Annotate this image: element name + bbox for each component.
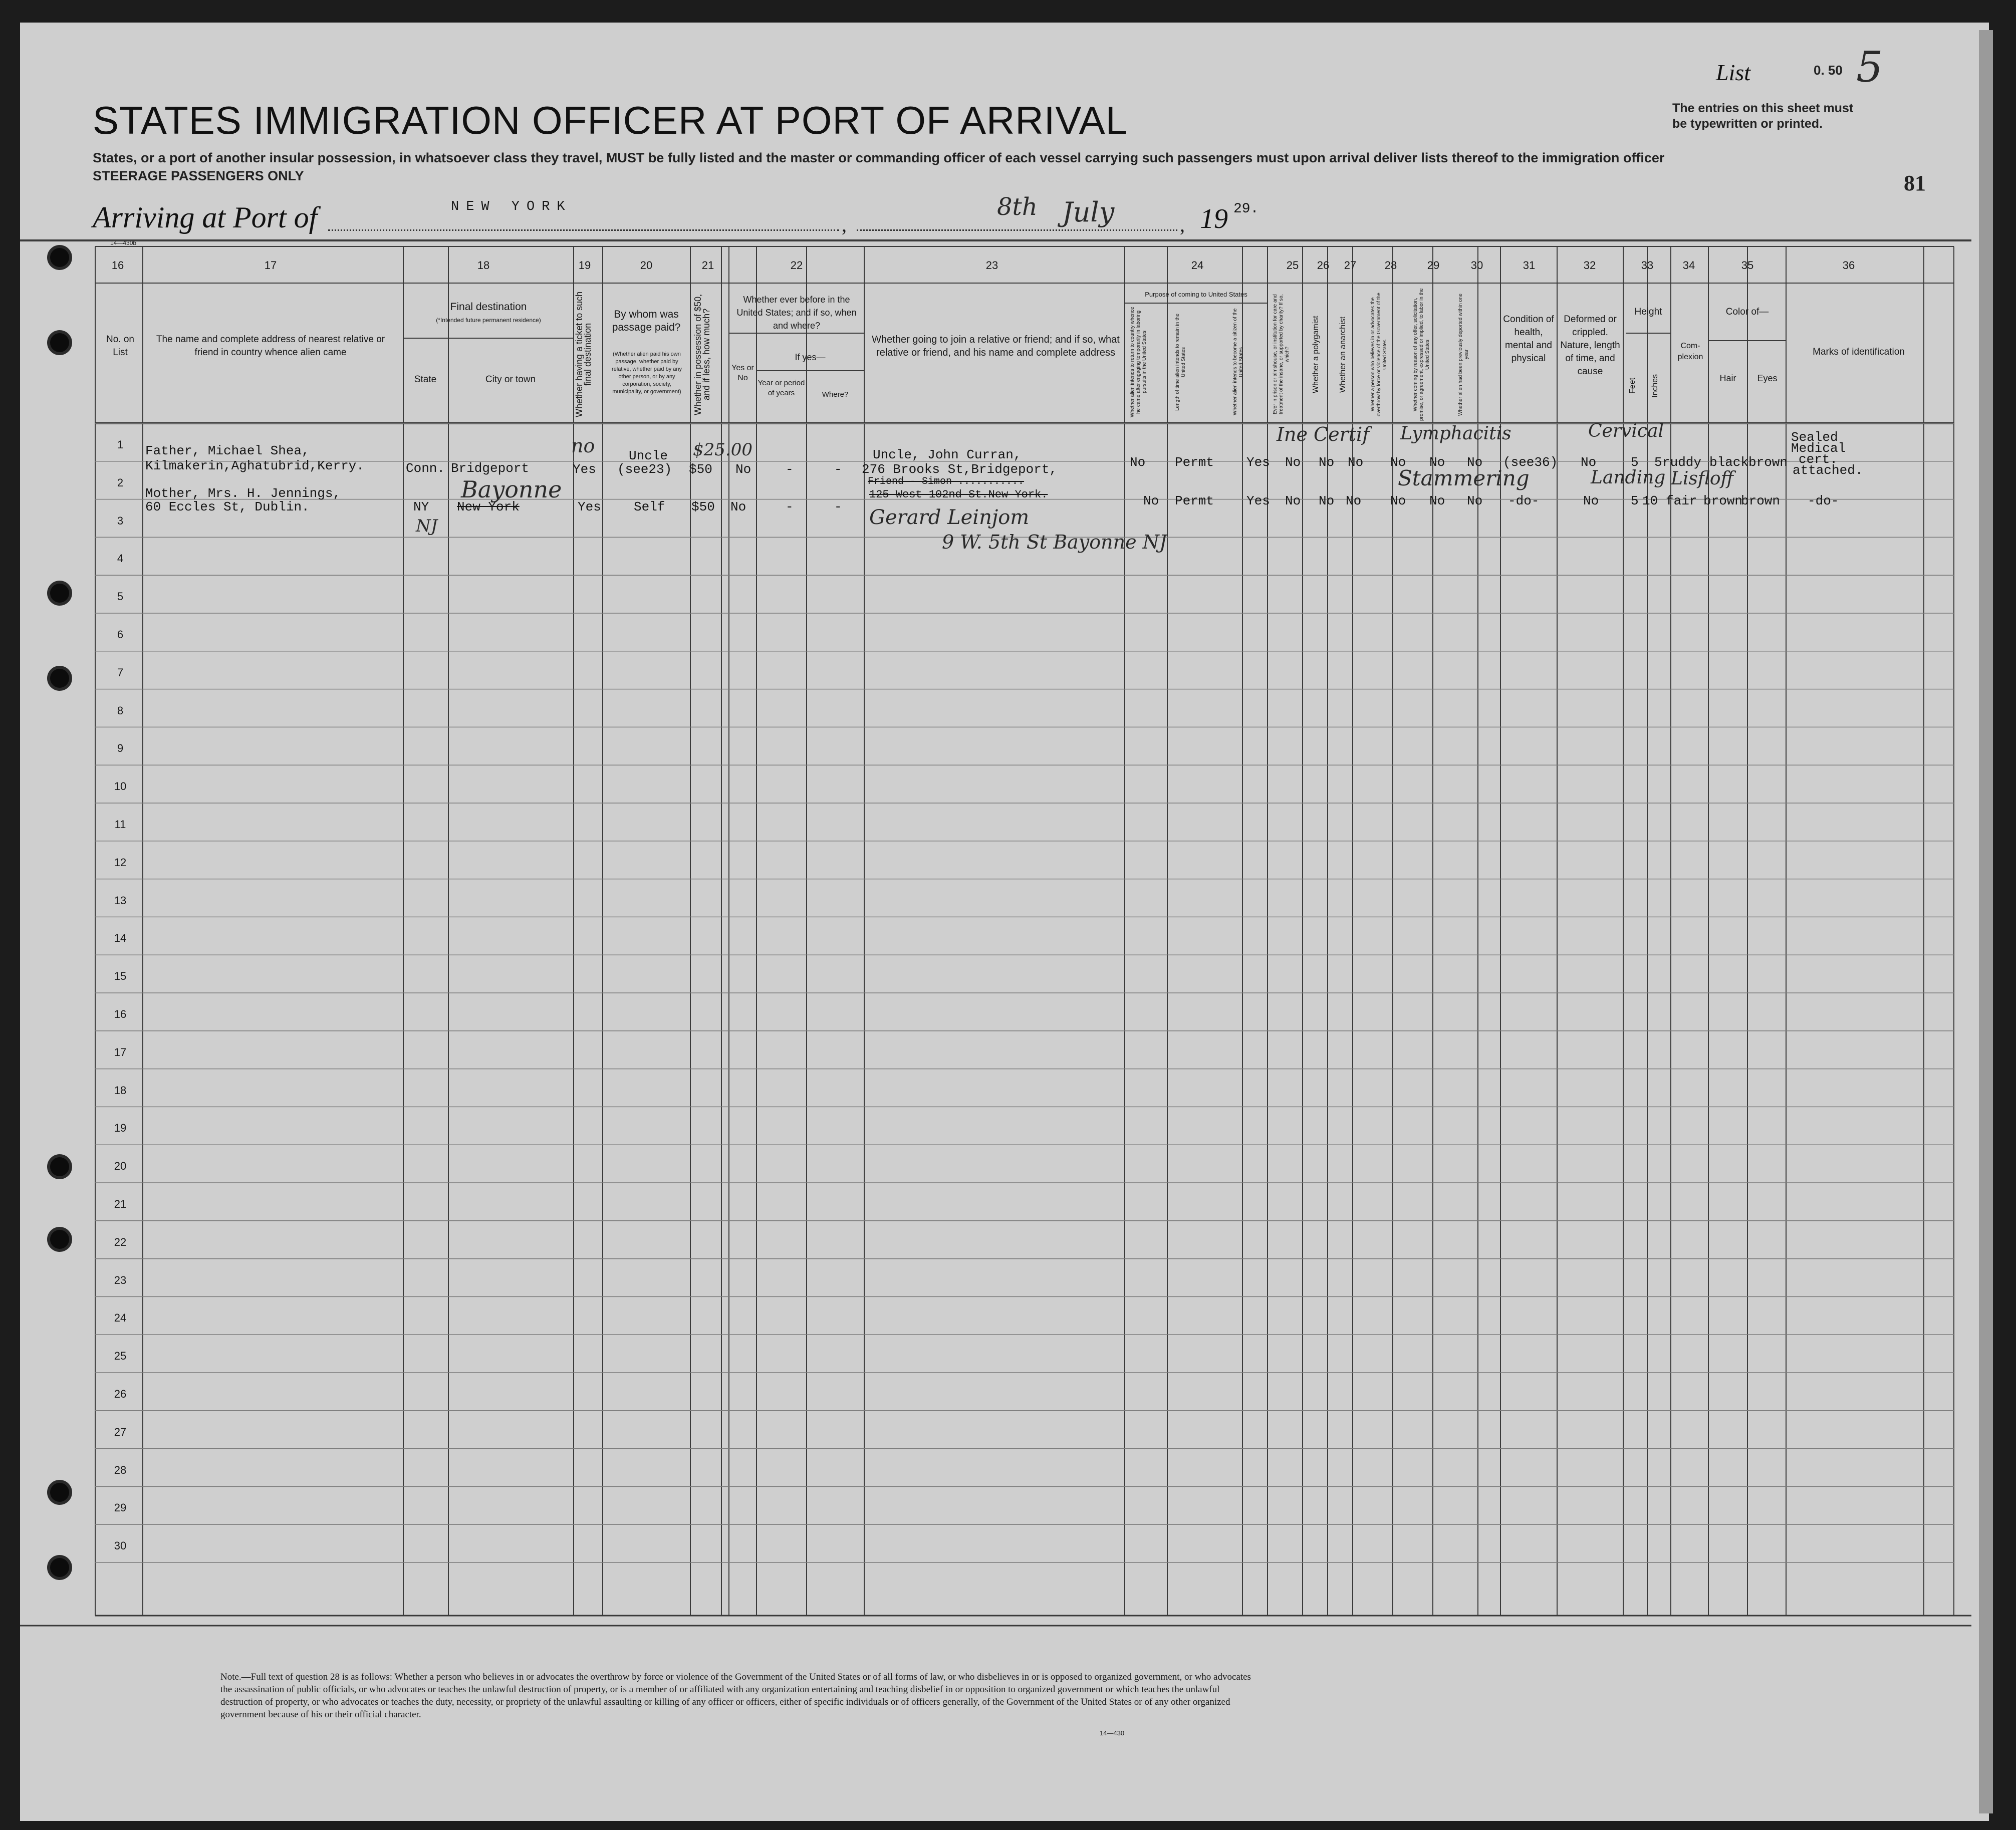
row2-money: $50: [691, 499, 715, 514]
hand-row2-deformed: Landing: [1591, 467, 1666, 488]
row2-ticket: Yes: [578, 499, 601, 514]
row2-join-line1: Friend - Simon ...........: [868, 476, 1025, 487]
row1-money: $50: [689, 462, 712, 477]
row1-offer: No: [1429, 455, 1445, 470]
row-number: 3: [117, 514, 124, 527]
row1-prison: No: [1285, 455, 1301, 470]
row1-relative-line1: Father, Michael Shea,: [145, 443, 310, 458]
header-no-on-list: No. on List: [106, 334, 134, 358]
row2-relative-line2: 60 Eccles St, Dublin.: [145, 499, 310, 514]
header-city: City or town: [485, 374, 536, 385]
row1-ticket: Yes: [573, 462, 596, 477]
header-prison: Ever in prison or almshouse, or institution for care and treatment of the insane, or supported by charity? If so, which?: [1273, 294, 1290, 415]
row2-prison: No: [1285, 493, 1301, 508]
row2-city: New York: [457, 499, 520, 514]
row-number: 8: [117, 704, 124, 717]
row-number: 9: [117, 742, 124, 755]
row2-deported: No: [1467, 493, 1483, 508]
row-number: 18: [114, 1084, 127, 1097]
row1-inches: 5: [1654, 455, 1662, 470]
col-number: 35: [1741, 259, 1754, 272]
header-height: Height: [1634, 307, 1662, 317]
row-number: 19: [114, 1122, 127, 1135]
header-nearest-relative: The name and complete address of nearest relative or friend in country whence alien came: [156, 334, 385, 358]
row-number: 16: [114, 1007, 127, 1020]
header-hair: Hair: [1719, 373, 1736, 383]
hand-row2-condition: Stammering: [1398, 466, 1530, 490]
col-number: 17: [264, 259, 277, 272]
row-number: 6: [117, 628, 124, 641]
col-number: 30: [1470, 259, 1483, 272]
col-number: 21: [701, 259, 714, 272]
row-number: 14: [114, 932, 127, 945]
header-where: Where?: [822, 390, 849, 399]
hand-row2-state: NJ: [416, 516, 438, 536]
hand-row2-complexion: Lisfloff: [1671, 468, 1734, 489]
row2-offer: No: [1429, 493, 1445, 508]
no-on-list-side: [100, 1538, 140, 1551]
header-inches: Inches: [1651, 374, 1659, 398]
col-number: 20: [640, 259, 653, 272]
col-number: 26: [1317, 259, 1330, 272]
row2-where: -: [834, 499, 842, 514]
row-number: 22: [114, 1235, 127, 1248]
list-number-typed: 0. 50: [1814, 63, 1843, 78]
row1-city: Bridgeport: [451, 461, 530, 476]
row-number: 12: [114, 856, 127, 869]
row2-purpose-b: Permt: [1175, 493, 1214, 508]
hand-row2-city: Bayonne: [461, 476, 562, 503]
col-number: 18: [477, 259, 490, 272]
header-marks: Marks of identification: [1813, 347, 1905, 357]
row-number: 10: [114, 780, 127, 793]
row2-complexion: fair: [1666, 493, 1697, 508]
date-day: 8th: [997, 193, 1038, 221]
row-number: 7: [117, 666, 124, 679]
header-deformed: Deformed or crippled. Nature, length of time, and cause: [1560, 314, 1620, 377]
row2-feet: 5: [1631, 493, 1639, 508]
form-code: 14—430b: [110, 239, 137, 246]
col-number: 33: [1641, 259, 1654, 272]
row1-condition: (see36): [1503, 455, 1558, 470]
row-number: 25: [114, 1350, 127, 1363]
row1-passage-line2: (see23): [617, 462, 672, 477]
row2-anarchist: No: [1346, 493, 1362, 508]
row1-hair: black: [1709, 455, 1749, 470]
row-number: 2: [117, 476, 124, 489]
col-number: 25: [1286, 259, 1299, 272]
row2-inches: 10: [1642, 493, 1658, 508]
header-possession: Whether in possession of $50, and if less, how much?: [693, 294, 711, 415]
row-number: 4: [117, 552, 124, 565]
header-final-destination: Final destination: [450, 301, 527, 313]
row2-passage: Self: [634, 499, 665, 514]
hand-join-line2: 9 W. 5th St Bayonne NJ: [942, 531, 1167, 553]
row1-marks-3: cert.: [1799, 452, 1838, 467]
row2-period: -: [786, 499, 794, 514]
row1-period: -: [786, 462, 794, 477]
row2-overthrow: No: [1390, 493, 1406, 508]
row2-polygamist: No: [1319, 493, 1335, 508]
row-number: 30: [114, 1539, 127, 1552]
row1-state: Conn.: [406, 461, 445, 476]
hand-row1-prison: Ine Certif: [1277, 423, 1370, 445]
header-condition: Condition of health, mental and physical: [1503, 314, 1554, 364]
row1-ticket-hand: no: [571, 435, 595, 457]
row1-anarchist: No: [1348, 455, 1364, 470]
year-suffix: 29.: [1233, 201, 1259, 217]
header-passage-paid: By whom was passage paid?: [612, 309, 681, 333]
instruction-line-2: STEERAGE PASSENGERS ONLY: [93, 168, 304, 183]
row1-marks-1: Sealed: [1791, 430, 1838, 445]
row1-feet: 5: [1631, 455, 1639, 470]
typewritten-note-2: be typewritten or printed.: [1672, 117, 1823, 131]
header-before-us: Whether ever before in the United States; and if so, when and where?: [736, 295, 857, 331]
col-number: 27: [1344, 259, 1357, 272]
instruction-line-1: States, or a port of another insular possession, in whatsoever class they travel, MUST be fully listed and the master or commanding officer of each vessel carrying such passengers must upon arrival deliver lists thereof to the immigration officer: [93, 150, 1665, 165]
row-number: 23: [114, 1273, 127, 1286]
header-period: Year or period of years: [758, 379, 805, 397]
row2-state: NY: [413, 499, 429, 514]
typewritten-note-1: The entries on this sheet must: [1672, 101, 1854, 115]
row2-condition: -do-: [1508, 493, 1540, 508]
header-final-destination-sub: (*Intended future permanent residence): [436, 317, 541, 324]
row1-where: -: [834, 462, 842, 477]
col-number: 32: [1583, 259, 1596, 272]
header-deported: Whether alien had been previously deported within one year: [1458, 293, 1469, 416]
row2-join-line2: 125 West 102nd St.New York.: [869, 488, 1048, 501]
row1-marks-2: Medical: [1791, 441, 1846, 456]
comma: ,: [842, 213, 847, 236]
row1-before: No: [735, 462, 751, 477]
row1-money-hand: $25.00: [693, 440, 752, 460]
header-purpose: Purpose of coming to United States: [1145, 291, 1247, 298]
col-number: 34: [1682, 259, 1695, 272]
col-number: 22: [790, 259, 803, 272]
row-number: 1: [117, 438, 124, 451]
col-number: 28: [1384, 259, 1397, 272]
header-anarchist: Whether an anarchist: [1339, 316, 1347, 393]
header-ticket: Whether having a ticket to such final destination: [574, 291, 593, 418]
col-number: 23: [985, 259, 998, 272]
hand-row1-condition: Lymphacitis: [1400, 423, 1511, 444]
row2-hair: brown: [1703, 493, 1743, 508]
row-number: 15: [114, 970, 127, 983]
hand-row1-deformed: Cervical: [1588, 421, 1664, 441]
header-purpose-a: Whether alien intends to return to country whence he came after engaging temporarily in laboring pursuits in the United States: [1130, 307, 1147, 417]
col-number: 36: [1842, 259, 1855, 272]
year-prefix: 19: [1200, 203, 1228, 234]
row1-overthrow: No: [1390, 455, 1406, 470]
row2-purpose-a: No: [1143, 493, 1159, 508]
arriving-label: Arriving at Port of: [93, 201, 318, 234]
page-number: 81: [1904, 171, 1926, 195]
header-passage-paid-sub: (Whether alien paid his own passage, whether paid by relative, whether paid by any other person, or by any corporation, society, municipality, or government): [611, 351, 682, 395]
header-purpose-c: Whether alien intends to become a citizen of the United States: [1232, 308, 1244, 416]
row1-join-line2: 276 Brooks St,Bridgeport,: [862, 462, 1058, 477]
footnote: Note.—Full text of question 28 is as follows: Whether a person who believes in or advocates the overthrow by force or violence of the Government of the United States or of all forms of law, or who disbelieves in or is opposed to organized government, or who advocates the assassination of public officials, or who advocates or teaches the unlawful destruction of property, or is a member of or affiliated with any organization entertaining and teaching disbelief in or opposition to organized government or which teaches the unlawful destruction of property, or who advocates or teaches the duty, necessity, or propriety of the unlawful assaulting or killing of any officer or officers, either of specific individuals or of officers generally, of the Government of the United States or of any other organized government because of his or their official character.: [220, 1672, 1251, 1720]
row-number: 26: [114, 1387, 127, 1400]
port-name: NEW YORK: [451, 199, 572, 214]
col-number: 19: [578, 259, 591, 272]
row2-relative-line1: Mother, Mrs. H. Jennings,: [145, 486, 341, 501]
comma: ,: [1180, 213, 1185, 236]
header-overthrow: Whether a person who believes in or advocates the overthrow by force or violence of the Government of the United States: [1370, 293, 1388, 416]
hand-join-line1: Gerard Leinjom: [869, 506, 1030, 529]
date-month: July: [1062, 196, 1115, 228]
row2-before: No: [730, 499, 746, 514]
list-label: List: [1716, 60, 1751, 85]
row-number: 21: [114, 1197, 127, 1210]
row2-marks-1: -do-: [1808, 493, 1839, 508]
header-join-relative: Whether going to join a relative or friend; and if so, what relative or friend, and his name and complete address: [872, 334, 1120, 358]
row1-purpose-b: Permt: [1175, 455, 1214, 470]
row2-deformed: No: [1583, 493, 1599, 508]
row-number: 28: [114, 1463, 127, 1476]
row1-purpose-a: No: [1130, 455, 1146, 470]
row1-relative-line2: Kilmakerin,Aghatubrid,Kerry.: [145, 458, 364, 473]
row1-purpose-c: Yes: [1246, 455, 1270, 470]
list-number-hand: 5: [1856, 43, 1883, 92]
header-yes-no: Yes or No: [731, 364, 754, 382]
row2-purpose-c: Yes: [1246, 493, 1270, 508]
header-if-yes: If yes—: [795, 352, 826, 362]
row1-passage: Uncle: [629, 448, 668, 463]
row-number: 24: [114, 1312, 127, 1325]
row-number: 17: [114, 1045, 127, 1059]
row1-deformed: No: [1581, 455, 1597, 470]
row1-marks-4: attached.: [1793, 463, 1863, 478]
col-number: 29: [1427, 259, 1440, 272]
row-number: 20: [114, 1160, 127, 1173]
header-offer: Whether coming by reason of any offer, solicitation, promise, or agreement, expressed or implied, to labor in the United States: [1413, 288, 1430, 421]
col-number: 16: [111, 259, 124, 272]
row1-deported: No: [1467, 455, 1483, 470]
row-number: 29: [114, 1501, 127, 1514]
header-complexion: Com-plexion: [1677, 342, 1703, 361]
row2-eyes: brown: [1741, 493, 1781, 508]
col-number: 24: [1191, 259, 1204, 272]
header-eyes: Eyes: [1757, 373, 1778, 383]
footer-code: 14—430: [1100, 1729, 1125, 1737]
row1-eyes: brown: [1748, 455, 1788, 470]
row-number: 27: [114, 1425, 127, 1438]
row-number: 5: [117, 590, 124, 603]
col-number: 31: [1523, 259, 1536, 272]
header-state: State: [414, 374, 437, 385]
header-feet: Feet: [1628, 378, 1637, 394]
page-title: STATES IMMIGRATION OFFICER AT PORT OF ARRIVAL: [93, 98, 1128, 142]
row1-join-line1: Uncle, John Curran,: [873, 447, 1022, 462]
header-polygamist: Whether a polygamist: [1312, 316, 1320, 393]
row-number: 13: [114, 894, 127, 907]
row1-complexion: ruddy: [1662, 455, 1702, 470]
row1-polygamist: No: [1319, 455, 1335, 470]
header-purpose-b: Length of time alien intends to remain in the United States: [1175, 313, 1186, 411]
row-number: 11: [114, 818, 126, 831]
header-color-of: Color of—: [1725, 307, 1769, 317]
